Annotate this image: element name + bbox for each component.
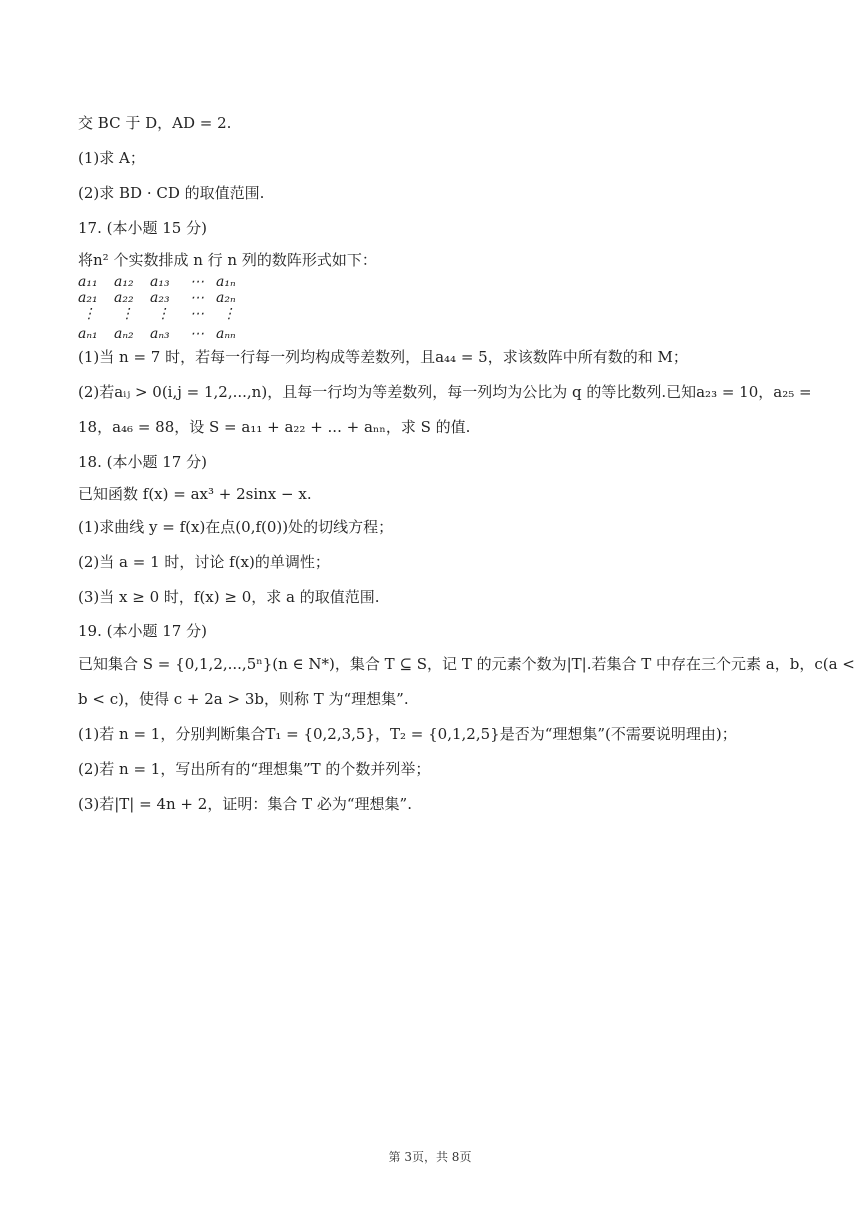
page-footer: 第 3页，共 8页: [388, 1150, 472, 1164]
q17-part2-line2: 18，a₄₆ = 88，设 S = a₁₁ + a₂₂ + ... + aₙₙ，求 S 的值.: [78, 418, 471, 436]
q16-continuation: 交 BC 于 D，AD = 2.: [78, 114, 232, 132]
matrix-cell: aₙ₁: [78, 326, 98, 342]
q19-title: 19. (本小题 17 分): [78, 622, 207, 640]
q17-part1: (1)当 n = 7 时，若每一行每一列均构成等差数列，且a₄₄ = 5，求该数阵中所有数的和 M；: [78, 348, 688, 366]
matrix-cell: a₁₃: [150, 274, 170, 290]
matrix-cell: aₙₙ: [216, 326, 236, 342]
matrix-cell: a₂ₙ: [216, 290, 236, 306]
q19-part2: (2)若 n = 1，写出所有的“理想集”T 的个数并列举；: [78, 760, 431, 778]
matrix-cell: a₁₁: [78, 274, 98, 290]
matrix-cell: ⋯: [190, 306, 204, 322]
matrix-cell: ⋯: [190, 326, 204, 342]
q18-title: 18. (本小题 17 分): [78, 453, 207, 471]
q17-intro: 将n² 个实数排成 n 行 n 列的数阵形式如下：: [78, 251, 377, 269]
matrix-cell: a₂₁: [78, 290, 98, 306]
q18-part2: (2)当 a = 1 时，讨论 f(x)的单调性；: [78, 553, 330, 571]
matrix-cell: ⋯: [190, 290, 204, 306]
q19-part1: (1)若 n = 1，分别判断集合T₁ = {0,2,3,5}，T₂ = {0,1,2,5}是否为“理想集”(不需要说明理由)；: [78, 725, 737, 743]
q16-part2: (2)求 BD · CD 的取值范围.: [78, 184, 265, 202]
matrix-cell: a₁₂: [114, 274, 134, 290]
q17-part2-line1: (2)若aᵢⱼ > 0(i,j = 1,2,...,n)，且每一行均为等差数列，每一列均为公比为 q 的等比数列.已知a₂₃ = 10，a₂₅ =: [78, 383, 812, 401]
q19-intro-line1: 已知集合 S = {0,1,2,...,5ⁿ}(n ∈ N*)，集合 T ⊆ S，记 T 的元素个数为|T|.若集合 T 中存在三个元素 a，b，c(a <: [78, 655, 855, 673]
q16-part1: (1)求 A；: [78, 149, 145, 167]
matrix-cell: ⋮: [82, 306, 96, 322]
matrix-cell: ⋯: [190, 274, 204, 290]
q18-intro: 已知函数 f(x) = ax³ + 2sinx − x.: [78, 485, 312, 503]
matrix-cell: a₂₂: [114, 290, 134, 306]
q19-part3: (3)若|T| = 4n + 2，证明：集合 T 必为“理想集”.: [78, 795, 412, 813]
matrix-cell: ⋮: [222, 306, 236, 322]
matrix-cell: a₂₃: [150, 290, 170, 306]
matrix-cell: ⋮: [156, 306, 170, 322]
q17-title: 17. (本小题 15 分): [78, 219, 207, 237]
matrix-cell: ⋮: [120, 306, 134, 322]
q18-part3: (3)当 x ≥ 0 时，f(x) ≥ 0，求 a 的取值范围.: [78, 588, 380, 606]
q18-part1: (1)求曲线 y = f(x)在点(0,f(0))处的切线方程；: [78, 518, 394, 536]
matrix-cell: aₙ₂: [114, 326, 134, 342]
q19-intro-line2: b < c)，使得 c + 2a > 3b，则称 T 为“理想集”.: [78, 690, 409, 708]
matrix-cell: a₁ₙ: [216, 274, 236, 290]
matrix-cell: aₙ₃: [150, 326, 170, 342]
